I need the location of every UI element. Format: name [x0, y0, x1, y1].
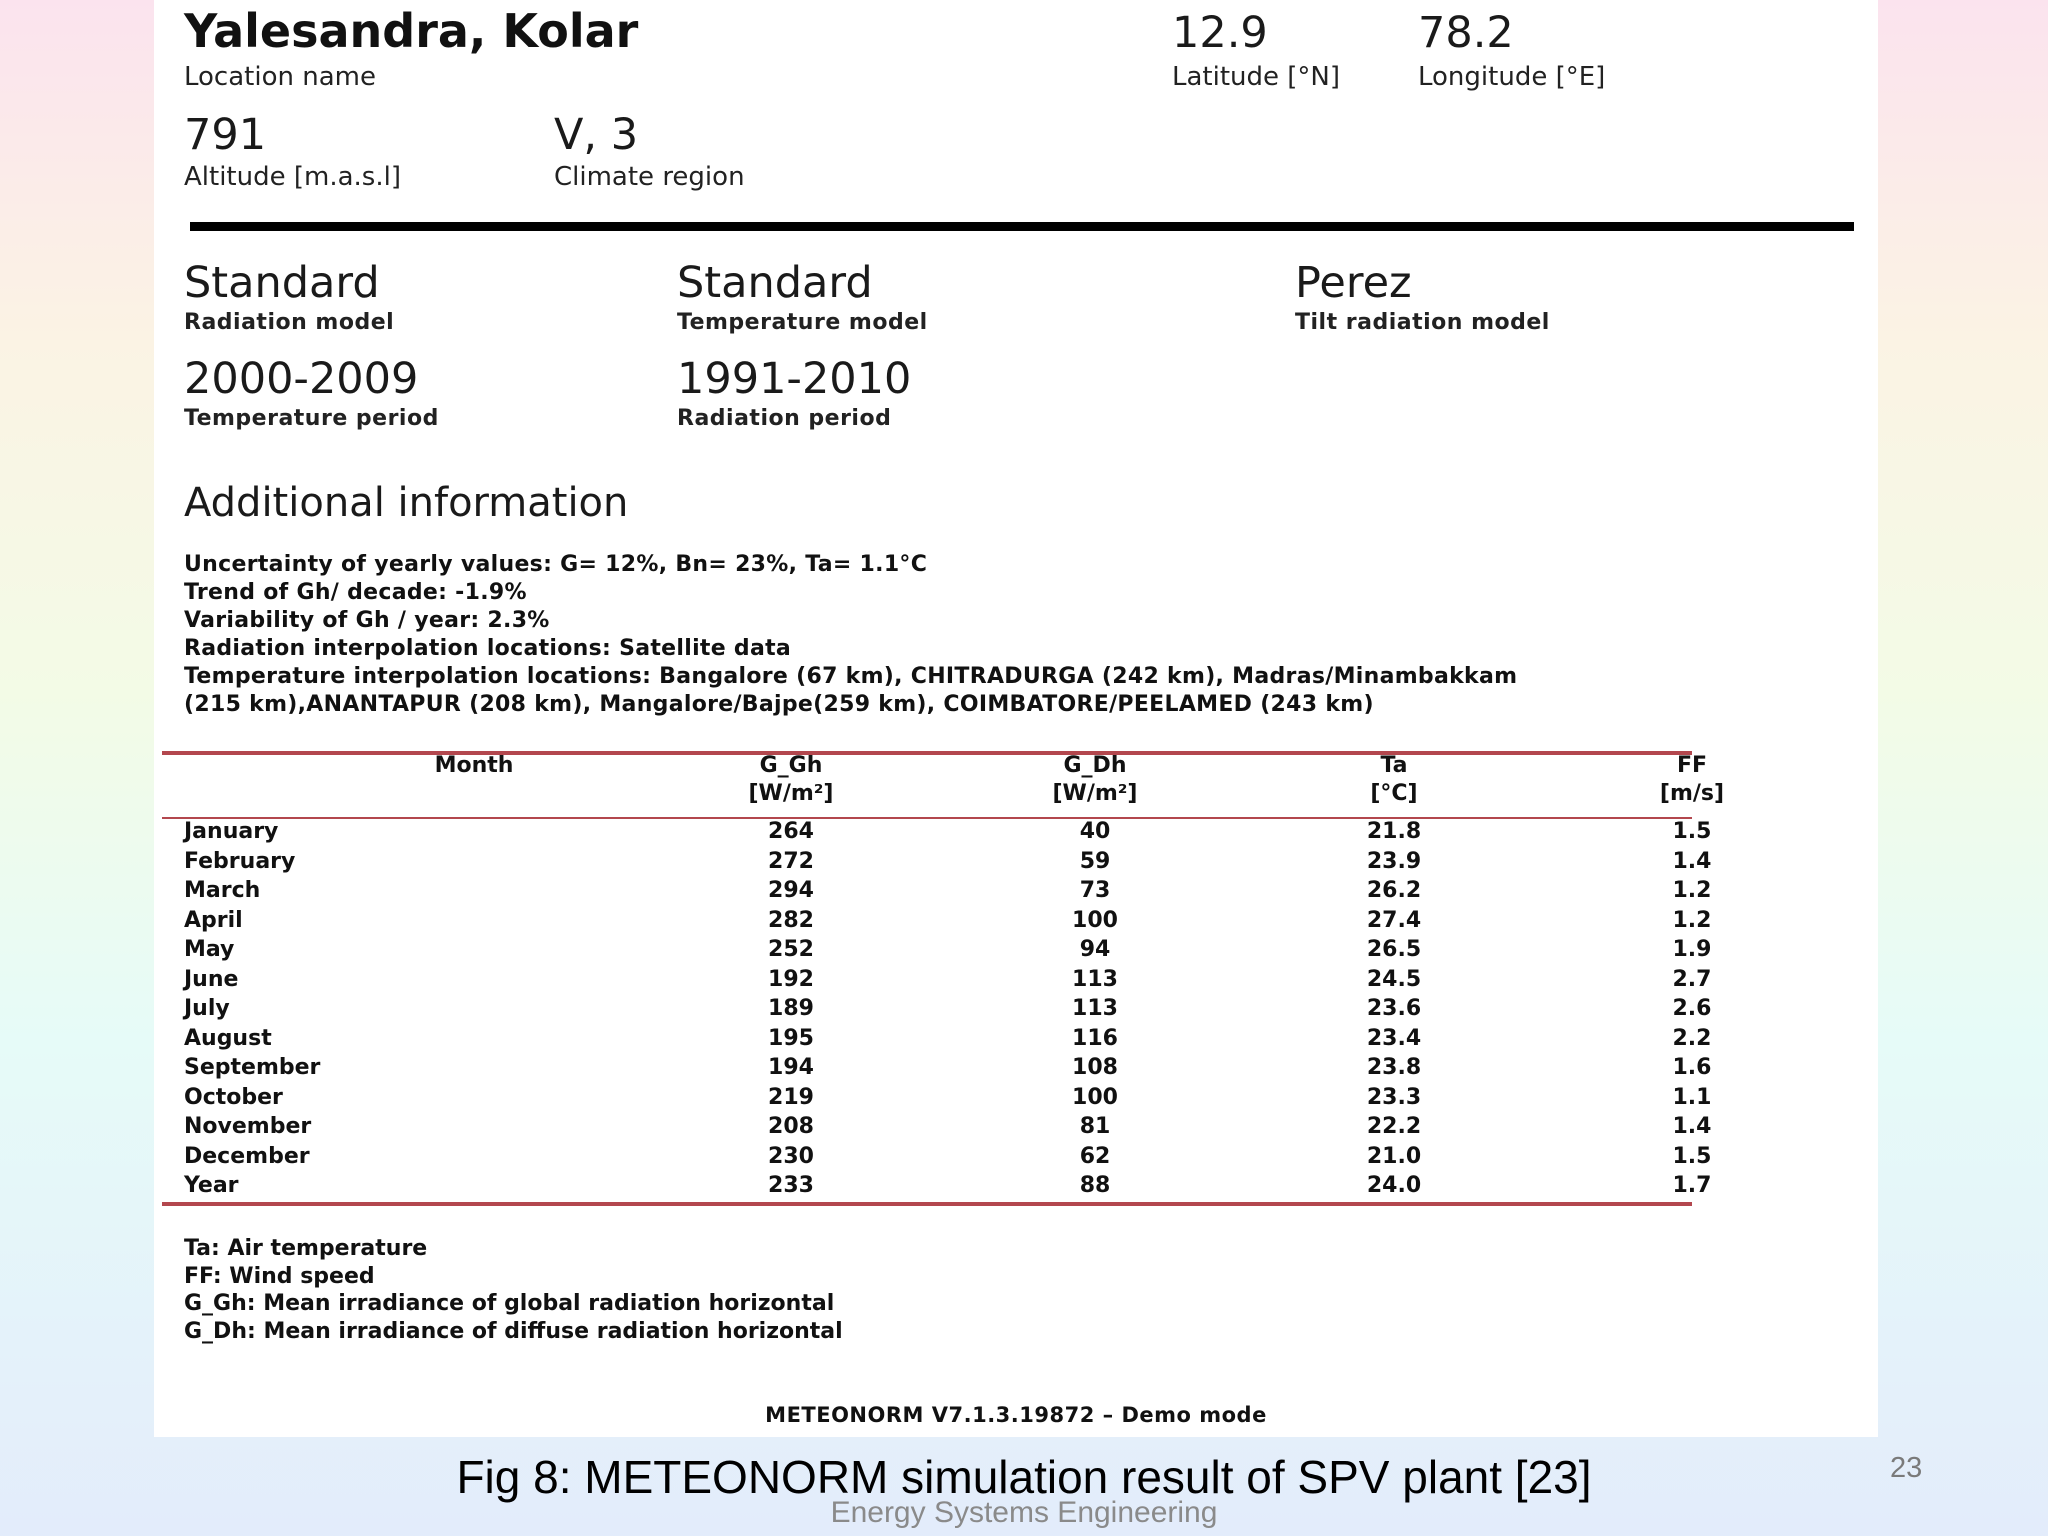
g-dh-cell: 94	[1079, 937, 1111, 962]
section-divider	[190, 222, 1854, 231]
altitude-value: 791	[184, 110, 267, 160]
month-cell: May	[184, 937, 235, 962]
figure-caption: Fig 8: METEONORM simulation result of SPV plant [23]	[456, 1451, 1592, 1503]
table-row	[154, 1114, 1754, 1144]
ff-cell: 1.4	[1672, 848, 1712, 874]
g-gh-cell: 252	[768, 937, 814, 962]
legend-item: FF: Wind speed	[184, 1263, 375, 1289]
info-line: (215 km),ANANTAPUR (208 km), Mangalore/Bajpe(259 km), COIMBATORE/PEELAMED (243 km)	[184, 692, 1374, 717]
additional-info-list	[184, 551, 1517, 719]
month-cell: February	[184, 848, 296, 874]
table-row	[154, 908, 1754, 938]
g-dh-cell: 100	[1072, 1084, 1118, 1110]
tilt-model-label: Tilt radiation model	[1295, 310, 1550, 335]
table-row	[154, 1085, 1754, 1115]
g-gh-cell: 195	[768, 1025, 814, 1051]
g-gh-cell: 282	[768, 907, 814, 933]
info-line: Uncertainty of yearly values: G= 12%, Bn= 23%, Ta= 1.1°C	[184, 552, 928, 577]
g-dh-cell: 100	[1072, 907, 1118, 933]
radiation-model-value: Standard	[184, 258, 380, 308]
table-body	[154, 819, 1754, 1203]
meteonorm-version: METEONORM V7.1.3.19872 – Demo mode	[765, 1403, 1267, 1427]
table-header-ff: FF [m/s]	[1659, 753, 1725, 806]
g-gh-cell: 233	[768, 1173, 814, 1198]
g-dh-cell: 40	[1079, 819, 1111, 844]
ff-cell: 1.1	[1672, 1084, 1712, 1110]
ff-cell: 1.7	[1672, 1173, 1712, 1198]
ff-cell: 1.5	[1672, 819, 1712, 844]
latitude-label: Latitude [°N]	[1172, 62, 1341, 92]
ff-cell: 2.7	[1672, 966, 1712, 992]
table-row	[154, 819, 1754, 849]
legend-item: Ta: Air temperature	[184, 1236, 428, 1261]
radiation-period-label: Radiation period	[677, 406, 892, 431]
g-dh-cell: 108	[1072, 1055, 1118, 1080]
g-dh-cell: 116	[1072, 1025, 1118, 1051]
table-header-g-dh: G_Dh [W/m²]	[1052, 753, 1138, 806]
legend-item: G_Dh: Mean irradiance of diffuse radiation horizontal	[184, 1318, 843, 1344]
altitude-label: Altitude [m.a.s.l]	[184, 162, 401, 192]
department-footer: Energy Systems Engineering	[830, 1496, 1218, 1529]
month-cell: June	[184, 966, 239, 992]
g-gh-cell: 189	[768, 996, 814, 1021]
additional-info-heading: Additional information	[184, 480, 629, 526]
legend	[184, 1235, 843, 1345]
ff-cell: 1.5	[1672, 1143, 1712, 1169]
table-row	[154, 878, 1754, 908]
g-dh-cell: 81	[1079, 1114, 1111, 1139]
ta-cell: 26.5	[1366, 937, 1422, 962]
ta-cell: 27.4	[1366, 907, 1422, 933]
g-dh-cell: 88	[1079, 1173, 1111, 1198]
table-row	[154, 967, 1754, 997]
ta-cell: 24.5	[1366, 966, 1422, 992]
temperature-period-label: Temperature period	[184, 406, 439, 431]
meteonorm-report	[154, 0, 1878, 1437]
month-cell: January	[184, 819, 279, 844]
info-line: Variability of Gh / year: 2.3%	[184, 608, 550, 633]
ff-cell: 1.6	[1672, 1055, 1712, 1080]
table-row	[154, 937, 1754, 967]
ta-cell: 22.2	[1366, 1114, 1422, 1139]
temperature-model-label: Temperature model	[677, 310, 928, 335]
ta-cell: 26.2	[1366, 878, 1422, 903]
location-name: Yalesandra, Kolar	[184, 4, 639, 58]
table-header-g-gh: G_Gh [W/m²]	[748, 753, 834, 806]
month-cell: August	[184, 1025, 272, 1051]
longitude-value: 78.2	[1418, 8, 1514, 58]
g-gh-cell: 264	[768, 819, 814, 844]
ff-cell: 2.2	[1672, 1025, 1712, 1051]
table-row	[154, 1026, 1754, 1056]
g-gh-cell: 230	[768, 1143, 814, 1169]
g-dh-cell: 62	[1079, 1143, 1111, 1169]
g-gh-cell: 194	[768, 1055, 814, 1080]
month-cell: November	[184, 1114, 312, 1139]
temperature-model-value: Standard	[677, 258, 873, 308]
ta-cell: 23.3	[1366, 1084, 1422, 1110]
g-dh-cell: 113	[1072, 966, 1118, 992]
ta-cell: 21.0	[1366, 1143, 1422, 1169]
info-line: Trend of Gh/ decade: -1.9%	[184, 580, 527, 605]
ff-cell: 1.9	[1672, 937, 1712, 962]
month-cell: March	[184, 878, 261, 903]
month-cell: Year	[184, 1173, 239, 1198]
table-header-ta: Ta [°C]	[1370, 753, 1418, 806]
location-name-label: Location name	[184, 62, 376, 92]
g-gh-cell: 192	[768, 966, 814, 992]
g-dh-cell: 113	[1072, 996, 1118, 1021]
longitude-label: Longitude [°E]	[1418, 62, 1606, 92]
table-row	[154, 996, 1754, 1026]
ta-cell: 23.6	[1366, 996, 1422, 1021]
table-bottom-rule	[162, 1202, 1692, 1206]
info-line: Radiation interpolation locations: Satellite data	[184, 636, 792, 661]
page-number: 23	[1890, 1452, 1923, 1484]
month-cell: December	[184, 1143, 310, 1169]
g-gh-cell: 294	[768, 878, 814, 903]
month-cell: July	[184, 996, 230, 1021]
month-cell: September	[184, 1055, 321, 1080]
ta-cell: 24.0	[1366, 1173, 1422, 1198]
table-row	[154, 849, 1754, 879]
table-header-month: Month	[434, 753, 514, 778]
ff-cell: 1.4	[1672, 1114, 1712, 1139]
g-gh-cell: 208	[768, 1114, 814, 1139]
ta-cell: 23.8	[1366, 1055, 1422, 1080]
g-gh-cell: 219	[768, 1084, 814, 1110]
temperature-period-value: 2000-2009	[184, 354, 419, 404]
ff-cell: 1.2	[1672, 907, 1712, 933]
ff-cell: 1.2	[1672, 878, 1712, 903]
table-row	[154, 1144, 1754, 1174]
month-cell: April	[184, 907, 243, 933]
legend-item: G_Gh: Mean irradiance of global radiation horizontal	[184, 1291, 835, 1316]
climate-value: V, 3	[554, 110, 639, 160]
latitude-value: 12.9	[1172, 8, 1268, 58]
g-dh-cell: 59	[1079, 848, 1111, 874]
tilt-model-value: Perez	[1295, 258, 1412, 308]
radiation-period-value: 1991-2010	[677, 354, 912, 404]
table-row	[154, 1055, 1754, 1085]
g-gh-cell: 272	[768, 848, 814, 874]
table-row	[154, 1173, 1754, 1203]
ff-cell: 2.6	[1672, 996, 1712, 1021]
info-line: Temperature interpolation locations: Bangalore (67 km), CHITRADURGA (242 km), Madras/Minambakkam	[184, 664, 1518, 689]
ta-cell: 23.4	[1366, 1025, 1422, 1051]
month-cell: October	[184, 1084, 283, 1110]
ta-cell: 21.8	[1366, 819, 1422, 844]
climate-label: Climate region	[554, 162, 745, 192]
g-dh-cell: 73	[1079, 878, 1111, 903]
ta-cell: 23.9	[1366, 848, 1422, 874]
radiation-model-label: Radiation model	[184, 310, 395, 335]
